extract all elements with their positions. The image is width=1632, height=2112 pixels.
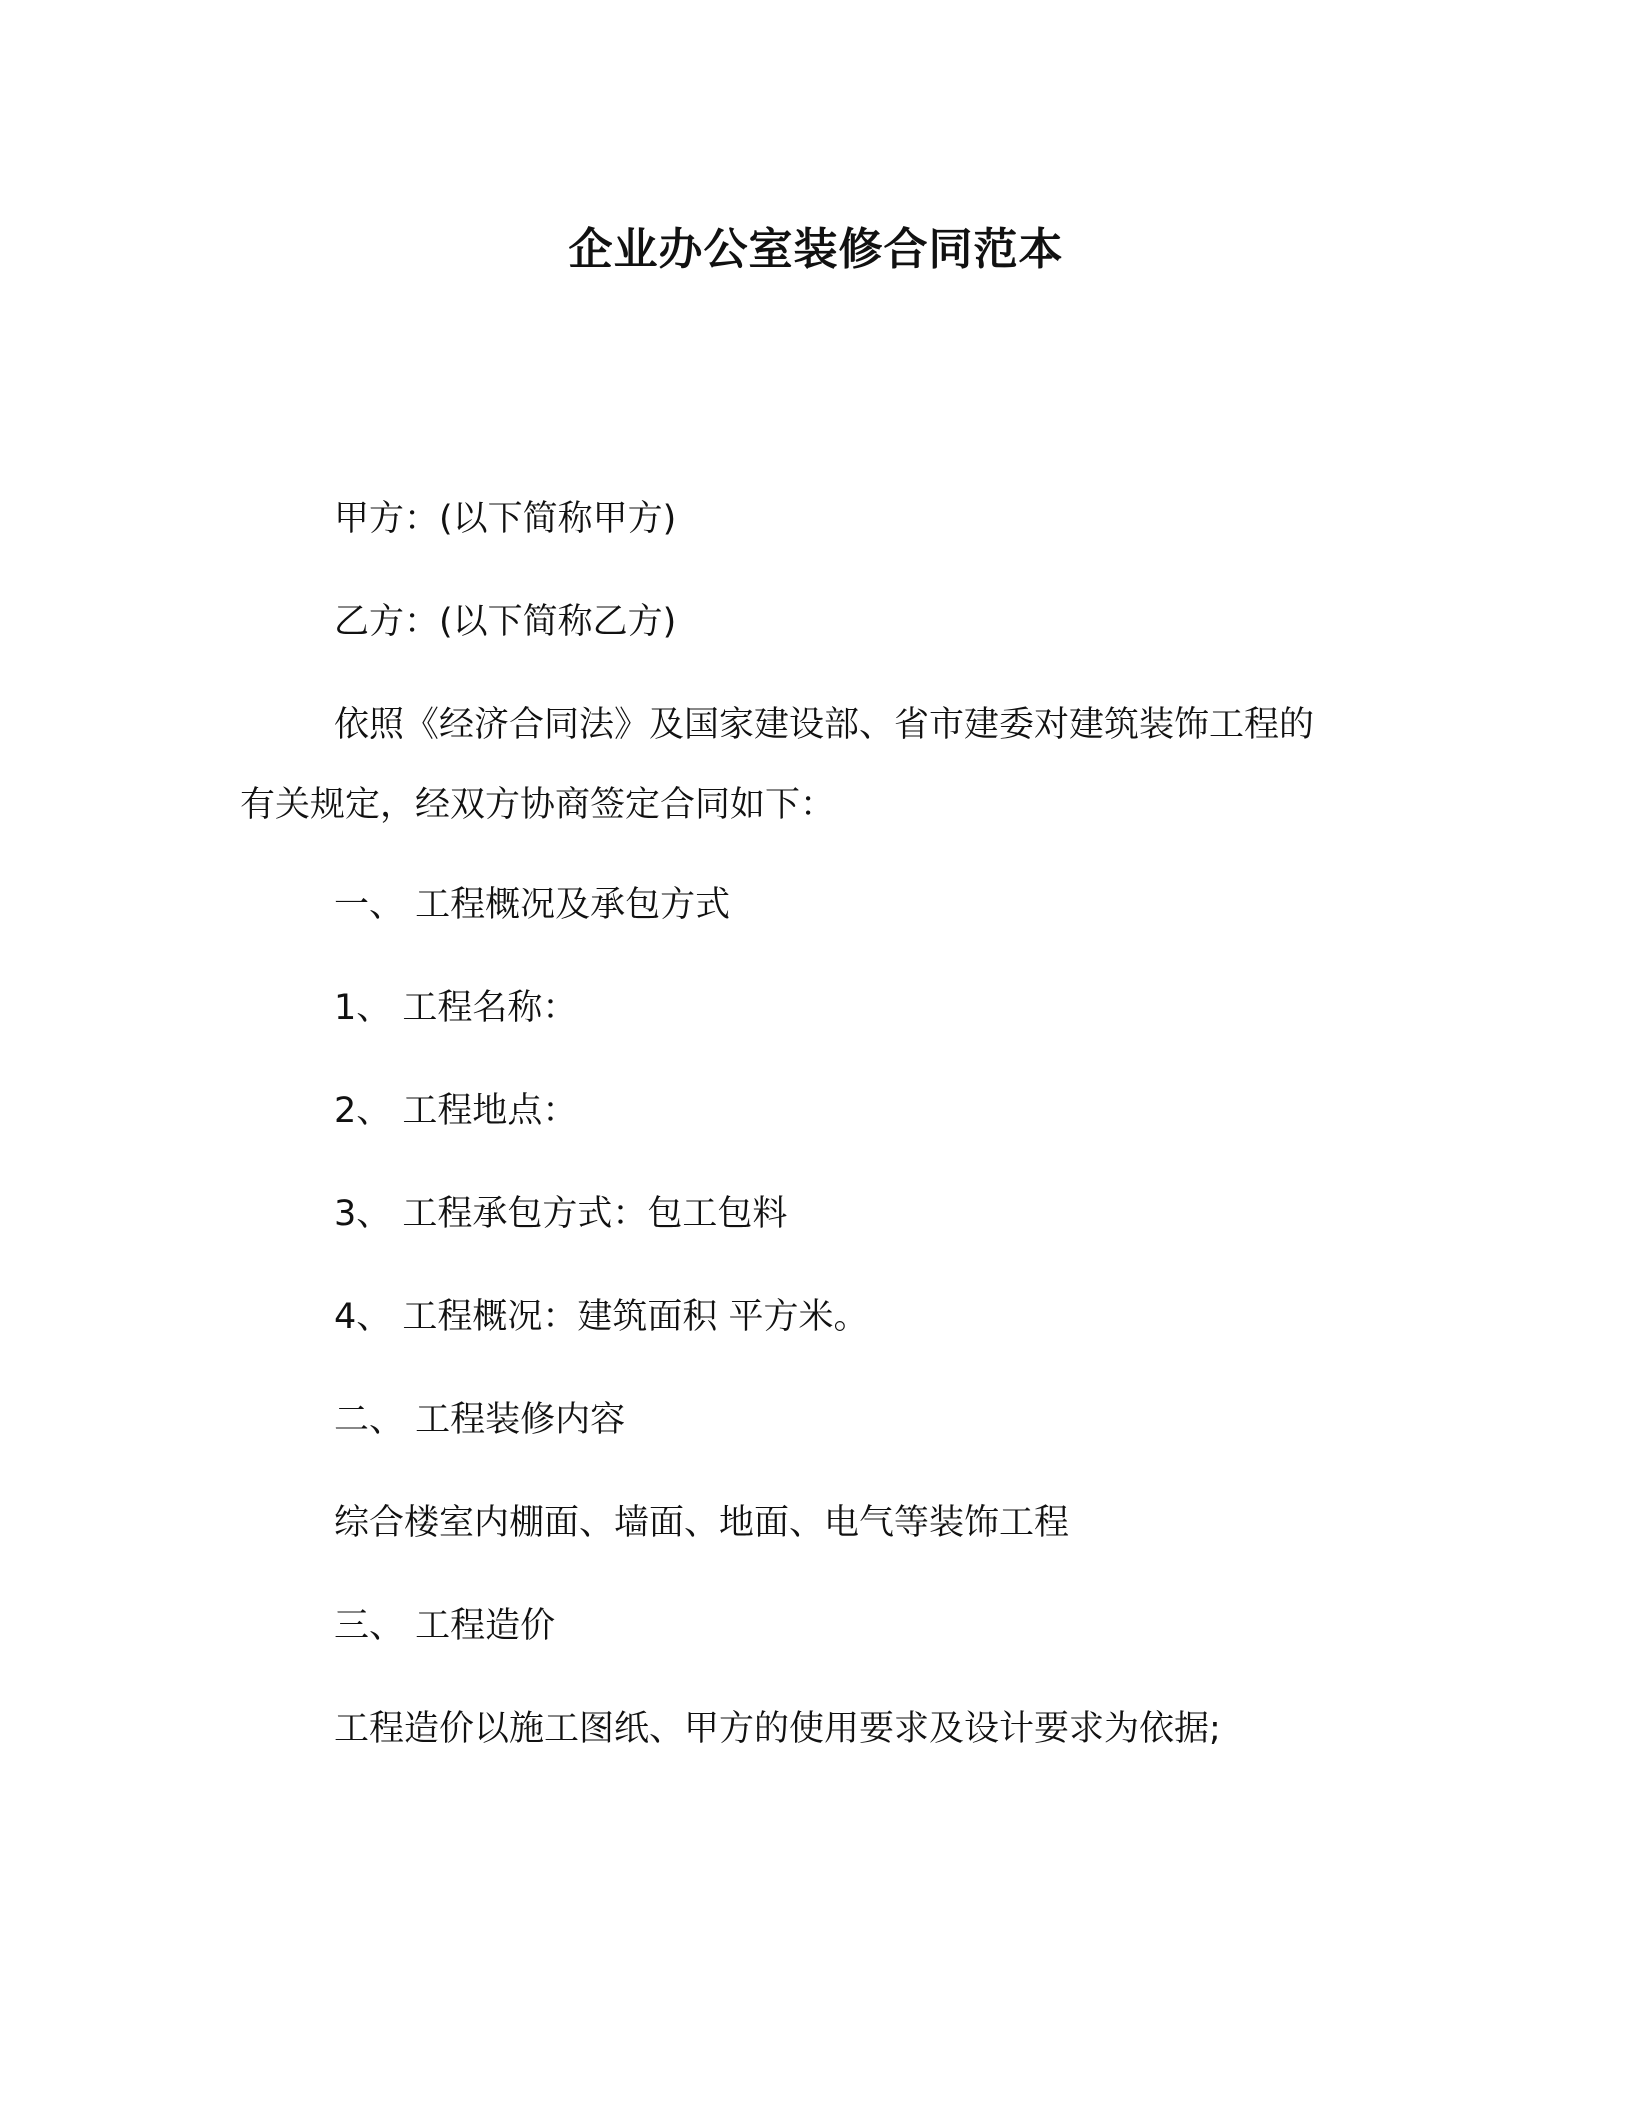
section-2-body: 综合楼室内棚面、墙面、地面、电气等装饰工程 [334,1503,1070,1543]
section-2-heading: 二、 工程装修内容 [334,1400,626,1440]
document-title: 企业办公室装修合同范本 [568,224,1064,275]
intro-paragraph-line-1: 依照《经济合同法》及国家建设部、省市建委对建筑装饰工程的 [334,705,1315,745]
intro-paragraph-line-2: 有关规定，经双方协商签定合同如下： [240,785,836,825]
section-3-heading: 三、 工程造价 [334,1606,556,1646]
section-1-item-3: 3、 工程承包方式：包工包料 [334,1194,788,1234]
section-1-item-1: 1、 工程名称： [334,988,578,1028]
section-3-body: 工程造价以施工图纸、甲方的使用要求及设计要求为依据; [334,1709,1221,1749]
section-1-heading: 一、 工程概况及承包方式 [334,885,731,925]
party-a-line: 甲方：(以下简称甲方) [334,499,677,539]
section-1-item-4: 4、 工程概况：建筑面积 平方米。 [334,1297,869,1337]
section-1-item-2: 2、 工程地点： [334,1091,578,1131]
party-b-line: 乙方：(以下简称乙方) [334,602,677,642]
